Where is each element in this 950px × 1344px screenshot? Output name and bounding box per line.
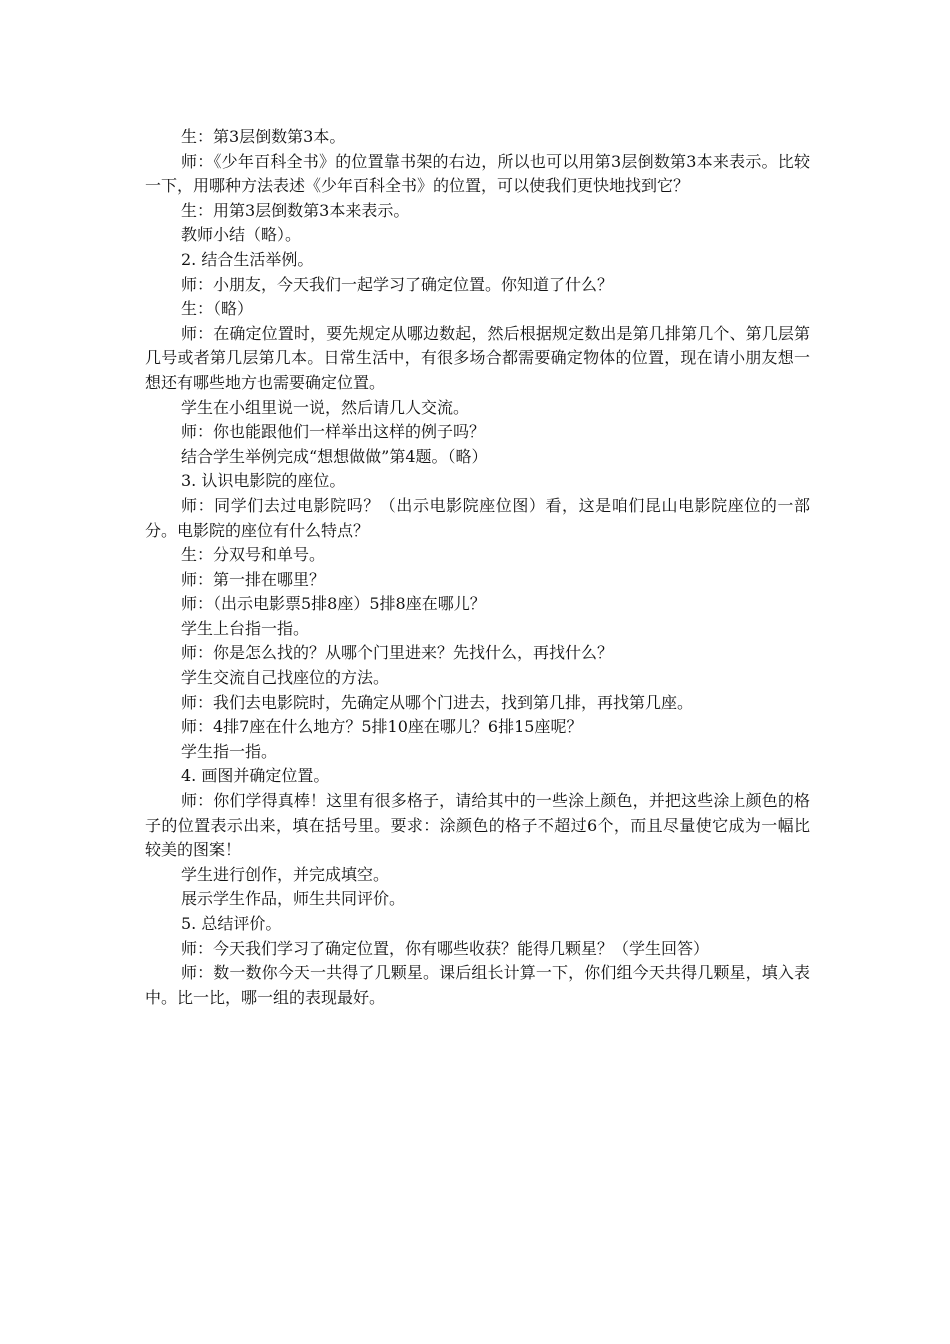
section-heading: 4. 画图并确定位置。 xyxy=(181,766,330,786)
paragraph: 师：我们去电影院时，先确定从哪个门进去，找到第几排，再找第几座。 xyxy=(181,692,694,712)
paragraph: 教师小结（略）。 xyxy=(181,225,302,245)
paragraph: 学生进行创作，并完成填空。 xyxy=(181,864,390,884)
paragraph: 师：今天我们学习了确定位置，你有哪些收获？能得几颗星？（学生回答） xyxy=(181,938,710,958)
paragraph: 师：你是怎么找的？从哪个门里进来？先找什么，再找什么？ xyxy=(181,643,614,663)
paragraph: 师：同学们去过电影院吗？（出示电影院座位图）看，这是咱们昆山电影院座位的一部分。电影院的座位有什么特点？ xyxy=(145,495,810,540)
paragraph: 生：第3层倒数第3本。 xyxy=(181,127,346,146)
paragraph: 学生交流自己找座位的方法。 xyxy=(181,668,390,688)
paragraph: 师：数一数你今天一共得了几颗星。课后组长计算一下，你们组今天共得几颗星，填入表中。比一比，哪一组的表现最好。 xyxy=(145,963,810,1007)
paragraph: 师：4排7座在什么地方？5排10座在哪儿？6排15座呢？ xyxy=(181,717,583,737)
paragraph: 师：在确定位置时，要先规定从哪边数起，然后根据规定数出是第几排第几个、第几层第几号或者第几层第几本。日常生活中，有很多场合都需要确定物体的位置，现在请小朋友想一想还有哪些地方也需要确定位置。 xyxy=(145,323,810,392)
paragraph: 师：你也能跟他们一样举出这样的例子吗？ xyxy=(181,422,486,442)
paragraph: 师：小朋友，今天我们一起学习了确定位置。你知道了什么？ xyxy=(181,274,614,294)
paragraph: 生：分双号和单号。 xyxy=(181,545,326,565)
section-heading: 2. 结合生活举例。 xyxy=(181,249,314,269)
paragraph: 学生在小组里说一说，然后请几人交流。 xyxy=(181,397,470,417)
paragraph: 师：你们学得真棒！这里有很多格子，请给其中的一些涂上颜色，并把这些涂上颜色的格子的位置表示出来，填在括号里。要求：涂颜色的格子不超过6个，而且尽量使它成为一幅比较美的图案！ xyxy=(145,791,810,860)
paragraph: 结合学生举例完成“想想做做”第4题。（略） xyxy=(181,446,488,466)
paragraph: 师：第一排在哪里？ xyxy=(181,569,326,589)
paragraph: 师：《少年百科全书》的位置靠书架的右边，所以也可以用第3层倒数第3本来表示。比较一下，用哪种方法表述《少年百科全书》的位置，可以使我们更快地找到它？ xyxy=(145,151,810,196)
paragraph: 生：用第3层倒数第3本来表示。 xyxy=(181,200,410,220)
section-heading: 3. 认识电影院的座位。 xyxy=(181,471,346,491)
paragraph: 展示学生作品，师生共同评价。 xyxy=(181,889,406,909)
paragraph: 生：（略） xyxy=(181,299,254,319)
section-heading: 5. 总结评价。 xyxy=(181,914,282,933)
paragraph: 学生指一指。 xyxy=(181,741,278,761)
document-body xyxy=(145,125,810,1010)
paragraph: 师：（出示电影票5排8座）5排8座在哪儿？ xyxy=(181,594,486,614)
paragraph: 学生上台指一指。 xyxy=(181,618,310,638)
